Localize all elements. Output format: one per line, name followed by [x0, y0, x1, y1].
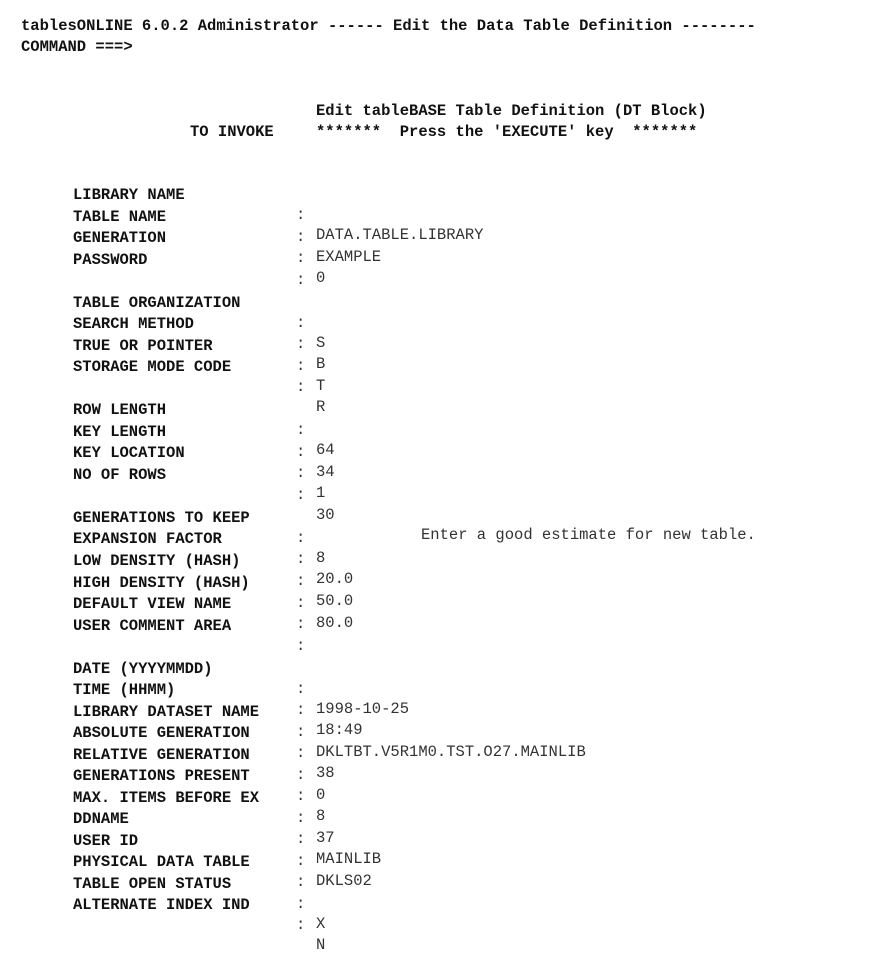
- field-colon: :: [296, 206, 306, 224]
- field-colon: :: [296, 228, 306, 246]
- field-label: LIBRARY DATASET NAME: [73, 703, 260, 721]
- command-line: [21, 37, 733, 57]
- field-colon: :: [296, 916, 306, 934]
- field-value-storage-mode-code[interactable]: R: [316, 398, 326, 416]
- banner-heading: Edit tableBASE Table Definition (DT Block): [316, 102, 707, 120]
- field-colon: :: [296, 421, 306, 439]
- field-label: USER ID: [73, 832, 139, 850]
- field-colon: :: [296, 701, 306, 719]
- field-label: EXPANSION FACTOR: [73, 530, 222, 548]
- field-value-generations-to-keep[interactable]: 8: [316, 549, 326, 567]
- field-value-expansion-factor[interactable]: 20.0: [316, 570, 354, 588]
- field-value-no-of-rows[interactable]: 30: [316, 506, 335, 524]
- command-label: COMMAND ===>: [21, 38, 133, 56]
- field-value-table-open-status: X: [316, 915, 326, 933]
- field-colon: :: [296, 249, 306, 267]
- field-colon: :: [296, 787, 306, 805]
- field-label: LOW DENSITY (HASH): [73, 552, 241, 570]
- field-colon: :: [296, 637, 306, 655]
- field-value-generations-present: 8: [316, 807, 326, 825]
- field-label: TRUE OR POINTER: [73, 337, 213, 355]
- field-label: DEFAULT VIEW NAME: [73, 595, 232, 613]
- field-label: USER COMMENT AREA: [73, 617, 232, 635]
- field-colon: :: [296, 357, 306, 375]
- field-colon: :: [296, 529, 306, 547]
- field-label: KEY LOCATION: [73, 444, 185, 462]
- field-colon: :: [296, 271, 306, 289]
- field-value-relative-generation: 0: [316, 786, 326, 804]
- field-value-true-or-pointer[interactable]: T: [316, 377, 326, 395]
- field-colon: :: [296, 723, 306, 741]
- field-colon: :: [296, 378, 306, 396]
- field-colon: :: [296, 852, 306, 870]
- field-label: TABLE OPEN STATUS: [73, 875, 232, 893]
- field-label: HIGH DENSITY (HASH): [73, 574, 250, 592]
- field-label: RELATIVE GENERATION: [73, 746, 250, 764]
- field-colon: :: [296, 594, 306, 612]
- field-colon: :: [296, 766, 306, 784]
- field-value-ddname: MAINLIB: [316, 850, 382, 868]
- field-value-row-length[interactable]: 64: [316, 441, 335, 459]
- field-label: SEARCH METHOD: [73, 315, 194, 333]
- field-colon: :: [296, 314, 306, 332]
- field-label: GENERATIONS TO KEEP: [73, 509, 250, 527]
- field-value-time: 18:49: [316, 721, 363, 739]
- field-colon: :: [296, 830, 306, 848]
- field-colon: :: [296, 572, 306, 590]
- field-value-search-method[interactable]: B: [316, 355, 326, 373]
- field-colon: :: [296, 486, 306, 504]
- field-value-key-location[interactable]: 1: [316, 484, 326, 502]
- field-colon: :: [296, 873, 306, 891]
- command-input[interactable]: [133, 37, 733, 55]
- field-label: TABLE ORGANIZATION: [73, 294, 241, 312]
- field-value-generation[interactable]: 0: [316, 269, 326, 287]
- field-value-absolute-generation: 38: [316, 764, 335, 782]
- field-colon: :: [296, 443, 306, 461]
- field-colon: :: [296, 895, 306, 913]
- field-label: MAX. ITEMS BEFORE EX: [73, 789, 260, 807]
- field-label: DATE (YYYYMMDD): [73, 660, 213, 678]
- field-label: ALTERNATE INDEX IND: [73, 896, 250, 914]
- field-label: DDNAME: [73, 810, 129, 828]
- field-label: TABLE NAME: [73, 208, 167, 226]
- field-label: STORAGE MODE CODE: [73, 358, 232, 376]
- field-colon: :: [296, 680, 306, 698]
- invoke-label: TO INVOKE: [190, 123, 274, 141]
- field-label: PASSWORD: [73, 251, 148, 269]
- field-label: GENERATIONS PRESENT: [73, 767, 250, 785]
- field-label: KEY LENGTH: [73, 423, 167, 441]
- field-value-key-length[interactable]: 34: [316, 463, 335, 481]
- field-row-alternate-index-ind: [0, 875, 877, 954]
- field-value-alternate-index-ind: N: [316, 936, 326, 954]
- field-label: GENERATION: [73, 229, 167, 247]
- field-label: ROW LENGTH: [73, 401, 167, 419]
- field-value-table-organization[interactable]: S: [316, 334, 326, 352]
- field-value-library-dataset-name: DKLTBT.V5R1M0.TST.O27.MAINLIB: [316, 743, 586, 761]
- field-colon: :: [296, 464, 306, 482]
- field-value-high-density[interactable]: 80.0: [316, 614, 354, 632]
- field-value-library-name[interactable]: DATA.TABLE.LIBRARY: [316, 226, 484, 244]
- field-value-low-density[interactable]: 50.0: [316, 592, 354, 610]
- field-colon: :: [296, 335, 306, 353]
- field-value-table-name[interactable]: EXAMPLE: [316, 248, 382, 266]
- field-value-date: 1998-10-25: [316, 700, 410, 718]
- field-colon: :: [296, 744, 306, 762]
- field-label: ABSOLUTE GENERATION: [73, 724, 250, 742]
- field-value-user-id: DKLS02: [316, 872, 372, 890]
- rows-estimate-hint: Enter a good estimate for new table.: [421, 526, 756, 544]
- screen-title: tablesONLINE 6.0.2 Administrator ------ Edit the Data Table Definition --------: [21, 17, 756, 35]
- field-value-max-items-before-ex: 37: [316, 829, 335, 847]
- invoke-instructions: ******* Press the 'EXECUTE' key *******: [316, 123, 698, 141]
- field-label: PHYSICAL DATA TABLE: [73, 853, 250, 871]
- field-label: LIBRARY NAME: [73, 186, 185, 204]
- field-label: NO OF ROWS: [73, 466, 167, 484]
- field-colon: :: [296, 809, 306, 827]
- field-colon: :: [296, 615, 306, 633]
- field-label: TIME (HHMM): [73, 681, 176, 699]
- field-colon: :: [296, 550, 306, 568]
